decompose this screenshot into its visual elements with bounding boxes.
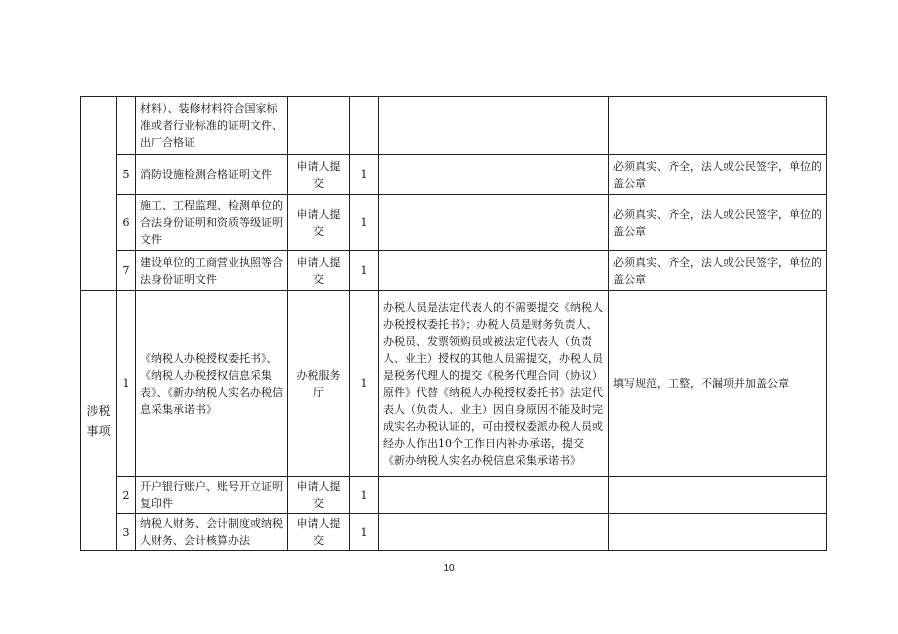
material-source: 申请人提交 — [288, 477, 350, 514]
material-count — [350, 97, 379, 155]
row-number: 3 — [117, 514, 136, 551]
material-count: 1 — [350, 195, 379, 251]
material-name: 建设单位的工商营业执照等合法身份证明文件 — [136, 251, 288, 291]
row-number: 5 — [117, 155, 136, 195]
material-name: 材料）、装修材料符合国家标准或者行业标准的证明文件、出厂合格证 — [136, 97, 288, 155]
material-explanation — [379, 155, 609, 195]
material-name: 纳税人财务、会计制度或纳税人财务、会计核算办法 — [136, 514, 288, 551]
material-count: 1 — [350, 251, 379, 291]
materials-table — [80, 96, 827, 551]
material-requirement: 必须真实、齐全，法人或公民签字，单位的盖公章 — [609, 195, 827, 251]
material-count: 1 — [350, 477, 379, 514]
material-name: 《纳税人办税授权委托书》、《纳税人办税授权信息采集表》、《新办纳税人实名办税信息采集承诺书》 — [136, 291, 288, 477]
material-explanation — [379, 477, 609, 514]
material-source: 申请人提交 — [288, 251, 350, 291]
category-label: 涉税事项 — [81, 291, 117, 551]
material-requirement: 填写规范，工整，不漏项并加盖公章 — [609, 291, 827, 477]
material-source: 申请人提交 — [288, 155, 350, 195]
table-row — [81, 251, 827, 291]
material-source: 申请人提交 — [288, 195, 350, 251]
material-explanation: 办税人员是法定代表人的不需要提交《纳税人办税授权委托书》；办税人员是财务负责人、办税员、发票领购员或被法定代表人（负责人、业主）授权的其他人员需提交，办税人员是税务代理人的提交《税务代理合同（协议）原件》代替《纳税人办税授权委托书》法定代表人（负责人、业主）因自身原因不能及时完成实名办税认证的，可由授权委派办税人员或经办人作出10个工作日内补办承诺，提交《新办纳税人实名办税信息采集承诺书》 — [379, 291, 609, 477]
table-row — [81, 97, 827, 155]
material-source: 申请人提交 — [288, 514, 350, 551]
material-name: 施工、工程监理、检测单位的合法身份证明和资质等级证明文件 — [136, 195, 288, 251]
material-explanation — [379, 97, 609, 155]
material-requirement: 必须真实、齐全，法人或公民签字，单位的盖公章 — [609, 251, 827, 291]
row-number: 2 — [117, 477, 136, 514]
table-row — [81, 291, 827, 477]
material-explanation — [379, 514, 609, 551]
material-count: 1 — [350, 514, 379, 551]
table-row — [81, 477, 827, 514]
table-row — [81, 195, 827, 251]
material-requirement — [609, 514, 827, 551]
row-number: 1 — [117, 291, 136, 477]
material-name: 开户银行账户、账号开立证明复印件 — [136, 477, 288, 514]
material-name: 消防设施检测合格证明文件 — [136, 155, 288, 195]
category-cell-blank — [81, 97, 117, 291]
page-number: 10 — [443, 563, 455, 574]
table-row — [81, 514, 827, 551]
row-number: 6 — [117, 195, 136, 251]
row-number — [117, 97, 136, 155]
material-requirement — [609, 477, 827, 514]
material-source — [288, 97, 350, 155]
material-requirement — [609, 97, 827, 155]
material-requirement: 必须真实、齐全，法人或公民签字，单位的盖公章 — [609, 155, 827, 195]
material-source: 办税服务厅 — [288, 291, 350, 477]
material-explanation — [379, 251, 609, 291]
row-number: 7 — [117, 251, 136, 291]
material-count: 1 — [350, 155, 379, 195]
material-explanation — [379, 195, 609, 251]
table-row — [81, 155, 827, 195]
material-count: 1 — [350, 291, 379, 477]
